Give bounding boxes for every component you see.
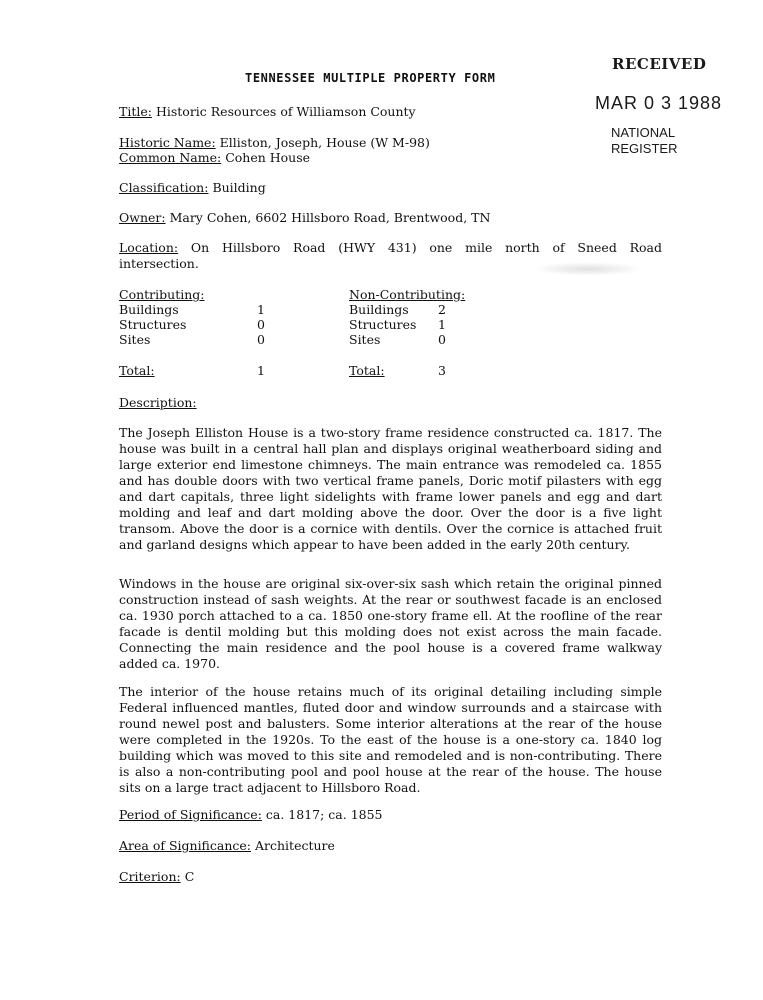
contributing-buildings: 1 [257,302,265,317]
total-label-noncontributing: Total: [349,363,385,378]
common-name-value: Cohen House [225,150,311,165]
title-field [119,104,416,119]
criterion-label: Criterion: [119,869,181,884]
location-label: Location: [119,240,179,255]
period-value: ca. 1817; ca. 1855 [265,807,383,822]
period-of-significance [119,807,383,822]
title-label: Title: [119,104,152,119]
total-contributing: 1 [257,363,265,378]
area-label: Area of Significance: [119,838,252,853]
noncontributing-structures: 1 [438,317,446,332]
row-label-buildings: Buildings [119,302,179,317]
noncontributing-header: Non-Contributing: [349,287,466,302]
contributing-structures: 0 [257,317,265,332]
area-value: Architecture [255,838,335,853]
received-stamp: RECEIVED [612,55,707,73]
nc-label-structures: Structures [349,317,417,332]
contributing-header: Contributing: [119,287,205,302]
nc-label-sites: Sites [349,332,381,347]
owner-value: Mary Cohen, 6602 Hillsboro Road, Brentwood, TN [169,210,491,225]
stamp-register: REGISTER [611,141,678,156]
noncontributing-sites: 0 [438,332,446,347]
description-paragraph-1: The Joseph Elliston House is a two-story frame residence constructed ca. 1817. The house was built in a central hall plan and displays original weatherboard siding and large exterior end limestone chimneys. The main entrance was remodeled ca. 1855 and has double doors with two vertical frame panels, Doric motif pilasters with egg and dart capitals, three light sidelights with frame lower panels and egg and dart molding and leaf and dart molding above the door. Over the door is a five light transom. Above the door is a cornice with dentils. Over the cornice is attached fruit and garland designs which appear to have been added in the early 20th century. [119,425,662,552]
description-label: Description: [119,395,197,410]
total-noncontributing: 3 [438,363,446,378]
location-value-1: On Hillsboro Road (HWY 431) one mile north of Sneed Road [190,240,662,255]
location-field [119,240,662,256]
contributing-sites: 0 [257,332,265,347]
form-title: TENNESSEE MULTIPLE PROPERTY FORM [245,71,496,85]
nc-label-buildings: Buildings [349,302,409,317]
owner-field [119,210,490,225]
classification-label: Classification: [119,180,209,195]
owner-label: Owner: [119,210,166,225]
common-name-field [119,150,310,165]
total-label-contributing: Total: [119,363,155,378]
classification-field [119,180,266,195]
national-register-stamp [611,125,678,157]
description-paragraph-2: Windows in the house are original six-over-six sash which retain the original pinned construction instead of sash weights. At the rear or southwest facade is an enclosed ca. 1930 porch attached to a ca. 1850 one-story frame ell. At the roofline of the rear facade is dentil molding but this molding does not exist across the main facade. Connecting the main residence and the pool house is a covered frame walkway added ca. 1970. [119,576,662,671]
historic-name-label: Historic Name: [119,135,216,150]
period-label: Period of Significance: [119,807,262,822]
area-of-significance [119,838,335,853]
noncontributing-buildings: 2 [438,302,446,317]
row-label-sites: Sites [119,332,151,347]
description-paragraph-3: The interior of the house retains much of its original detailing including simple Federal influenced mantles, fluted door and window surrounds and a staircase with round newel post and balusters. Some interior alterations at the rear of the house were completed in the 1920s. To the east of the house is a one-story ca. 1840 log building which was moved to this site and remodeled and is non-contributing. There is also a non-contributing pool and pool house at the rear of the house. The house sits on a large tract adjacent to Hillsboro Road. [119,684,662,795]
common-name-label: Common Name: [119,150,222,165]
historic-name-value: Elliston, Joseph, House (W M-98) [219,135,430,150]
received-date: MAR 0 3 1988 [595,93,723,113]
title-value: Historic Resources of Williamson County [155,104,416,119]
location-value-2: intersection. [119,256,199,271]
row-label-structures: Structures [119,317,187,332]
scan-smudge [533,262,643,276]
criterion-value: C [184,869,195,884]
criterion [119,869,194,884]
stamp-national: NATIONAL [611,125,676,140]
classification-value: Building [212,180,266,195]
historic-name-field [119,135,430,150]
